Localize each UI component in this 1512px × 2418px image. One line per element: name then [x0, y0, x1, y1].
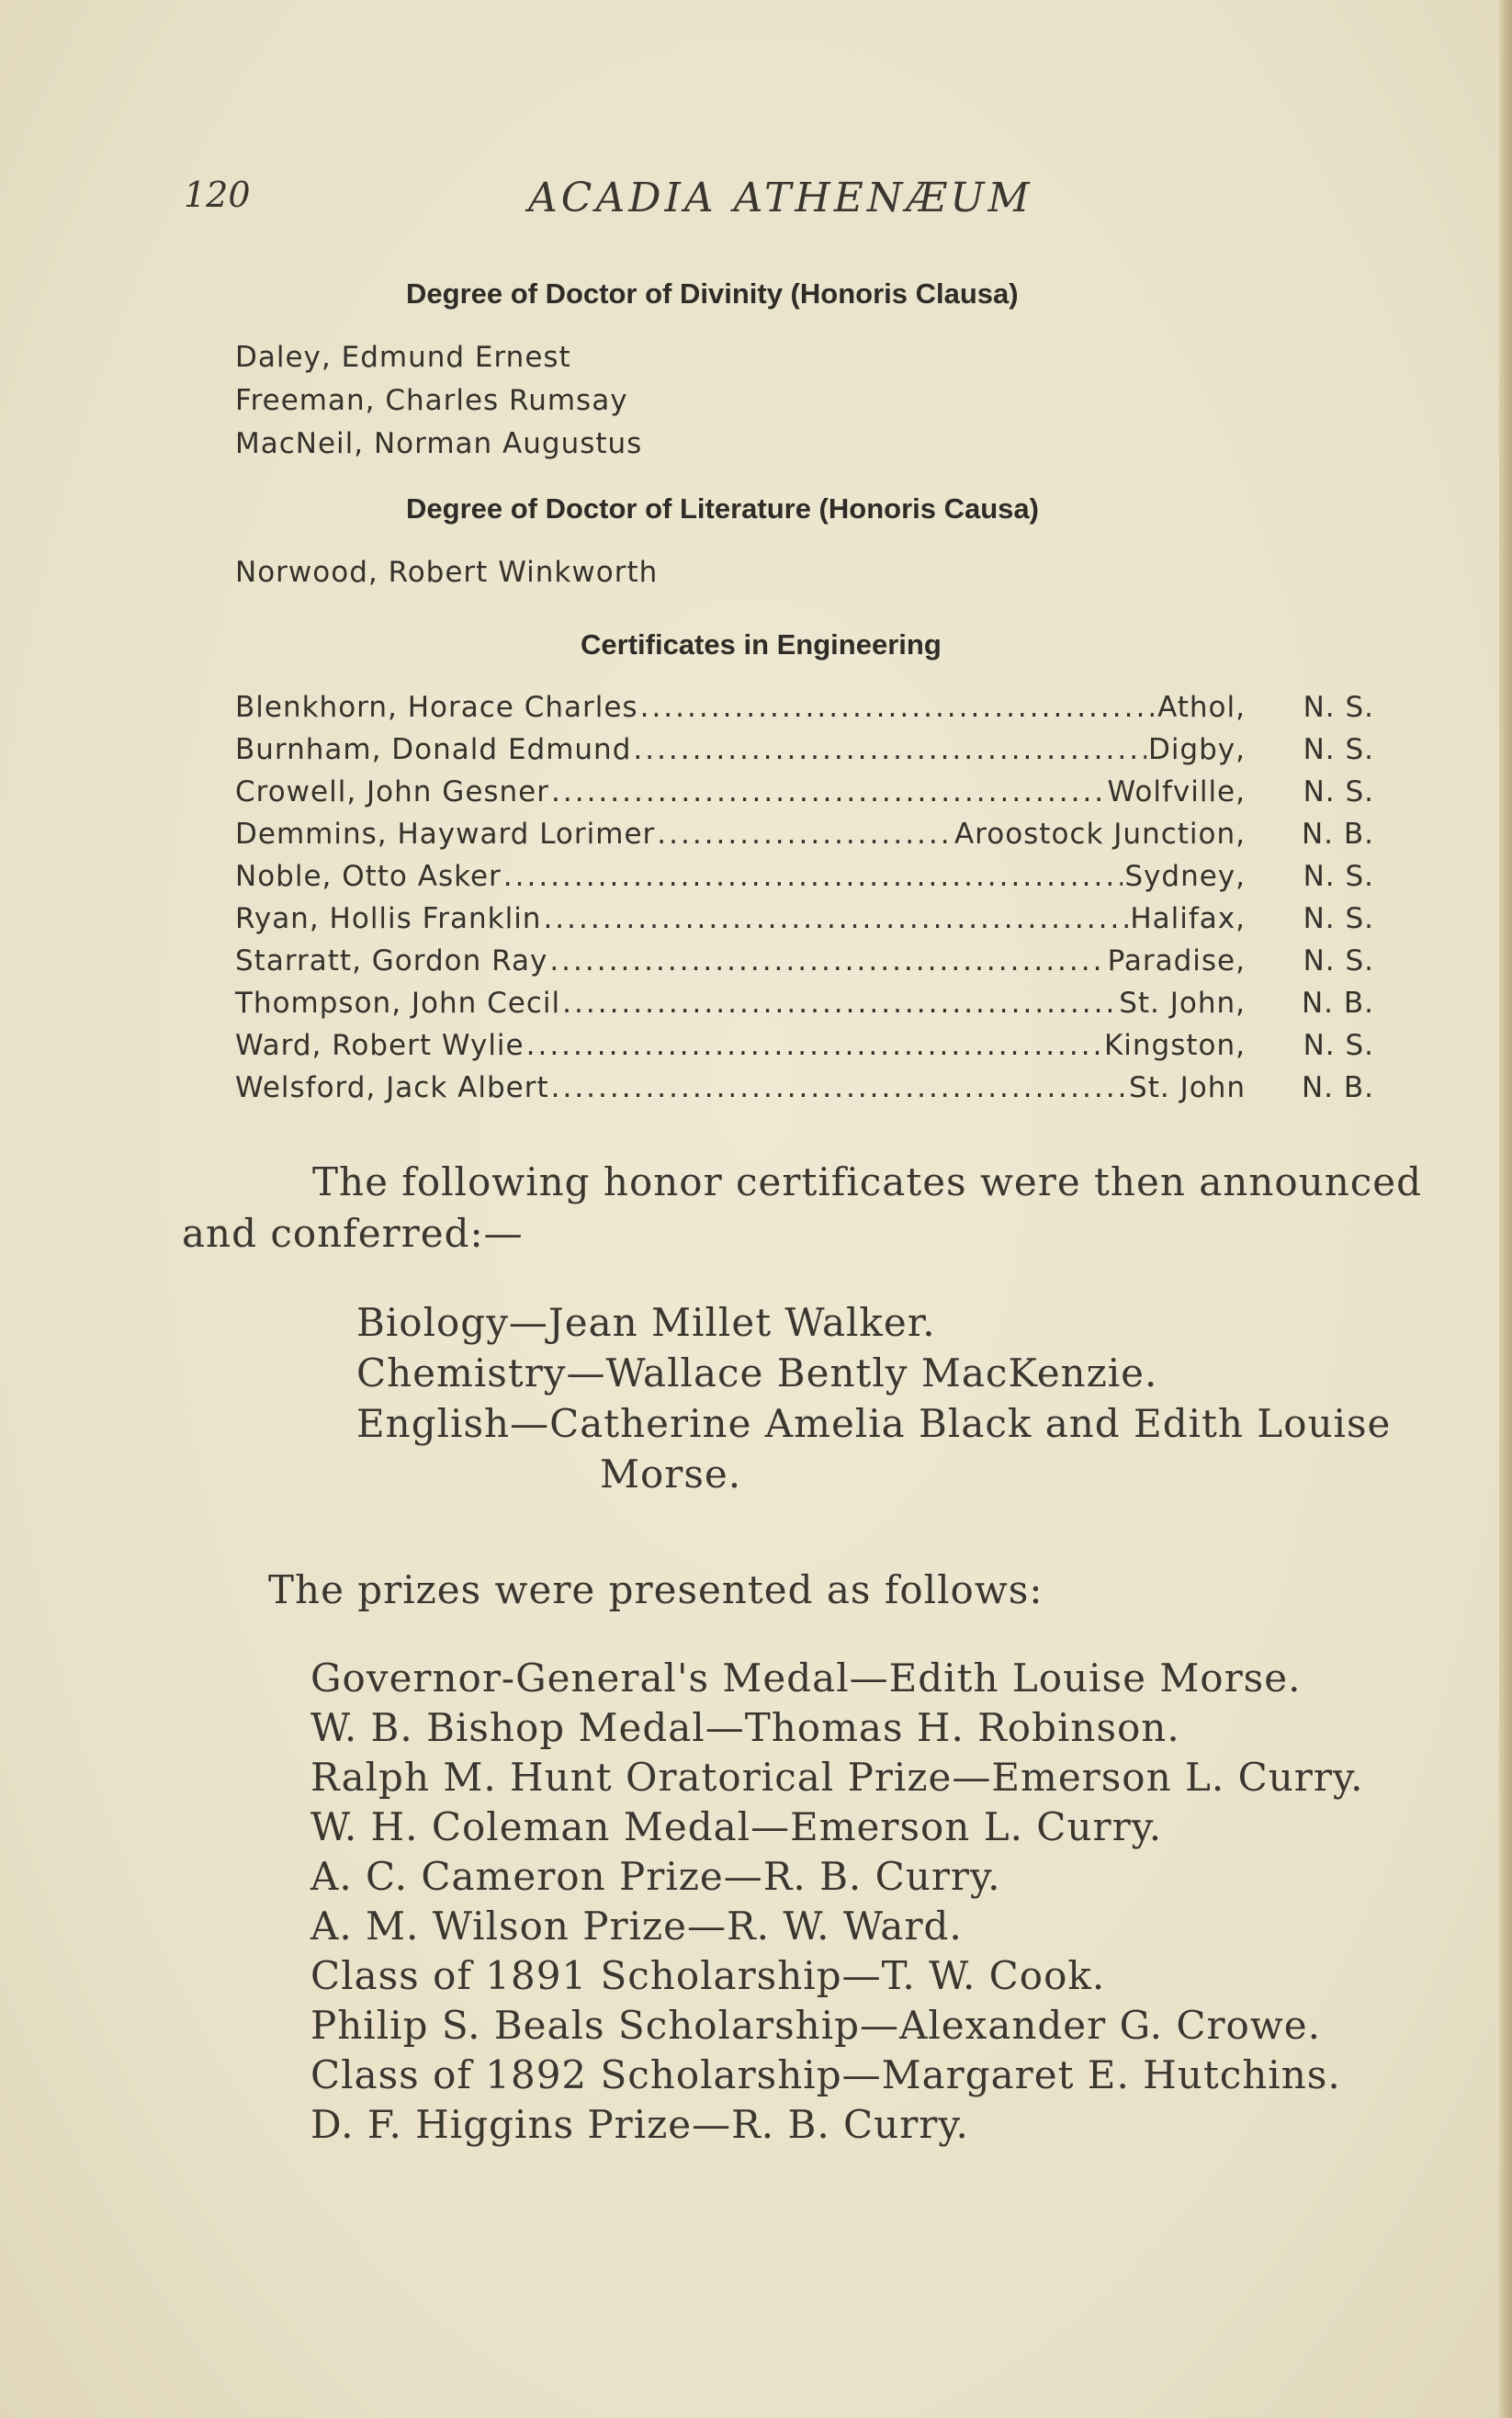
graduate-province: N. S. — [1303, 944, 1374, 977]
graduate-town: St. John, — [1119, 987, 1246, 1020]
graduate-town: Wolfville, — [1107, 775, 1246, 808]
list-item: Class of 1892 Scholarship—Margaret E. Hutchins. — [310, 2052, 1341, 2097]
list-item — [235, 691, 1374, 733]
name-line: Daley, Edmund Ernest — [235, 341, 571, 374]
graduate-name: Starratt, Gordon Ray — [235, 944, 548, 977]
leader-dots — [543, 902, 1128, 935]
name-line: Freeman, Charles Rumsay — [235, 384, 628, 417]
prizes-list — [310, 1654, 1363, 2150]
leader-dots — [549, 944, 1105, 977]
graduate-name: Welsford, Jack Albert — [235, 1071, 549, 1104]
graduate-province: N. B. — [1301, 987, 1374, 1020]
leader-dots — [503, 860, 1123, 893]
honors-intro-line2: and conferred:— — [182, 1211, 524, 1256]
list-item — [235, 987, 1374, 1029]
running-header — [175, 175, 1093, 230]
list-item — [235, 818, 1374, 860]
list-item-continuation: Morse. — [600, 1452, 742, 1497]
name-line: MacNeil, Norman Augustus — [235, 427, 643, 460]
graduate-name: Burnham, Donald Edmund — [235, 733, 632, 766]
list-item — [235, 775, 1374, 818]
graduate-province: N. S. — [1303, 733, 1374, 766]
divinity-heading: Degree of Doctor of Divinity (Honoris Clausa) — [406, 277, 1019, 310]
graduate-town: Athol, — [1157, 691, 1246, 724]
graduate-province: N. S. — [1303, 775, 1374, 808]
graduate-town: Aroostock Junction, — [953, 818, 1246, 851]
page-number: 120 — [184, 175, 251, 215]
running-title: ACADIA ATHENÆUM — [528, 175, 1033, 221]
engineering-list — [235, 691, 1374, 1113]
list-item: Chemistry—Wallace Bently MacKenzie. — [356, 1350, 1158, 1395]
leader-dots — [633, 733, 1146, 766]
leader-dots — [526, 1029, 1102, 1062]
list-item — [235, 944, 1374, 987]
graduate-name: Thompson, John Cecil — [235, 987, 561, 1020]
leader-dots — [551, 775, 1106, 808]
prizes-intro: The prizes were presented as follows: — [268, 1567, 1044, 1612]
graduate-province: N. S. — [1303, 1029, 1374, 1062]
graduate-province: N. B. — [1301, 818, 1374, 851]
list-item — [235, 733, 1374, 775]
list-item: English—Catherine Amelia Black and Edith Louise — [356, 1401, 1392, 1446]
list-item: W. B. Bishop Medal—Thomas H. Robinson. — [310, 1705, 1180, 1750]
name-line: Norwood, Robert Winkworth — [235, 556, 659, 589]
graduate-name: Demmins, Hayward Lorimer — [235, 818, 656, 851]
list-item: Governor-General's Medal—Edith Louise Morse. — [310, 1655, 1302, 1701]
page-edge — [1499, 0, 1512, 2418]
list-item: Class of 1891 Scholarship—T. W. Cook. — [310, 1953, 1106, 1998]
list-item: Biology—Jean Millet Walker. — [356, 1300, 936, 1345]
graduate-name: Blenkhorn, Horace Charles — [235, 691, 638, 724]
literature-names — [235, 551, 658, 594]
list-item: W. H. Coleman Medal—Emerson L. Curry. — [310, 1804, 1163, 1849]
list-item: D. F. Higgins Prize—R. B. Curry. — [310, 2102, 969, 2147]
list-item: A. M. Wilson Prize—R. W. Ward. — [310, 1904, 963, 1949]
divinity-names — [235, 336, 642, 466]
leader-dots — [657, 818, 953, 851]
honors-list — [356, 1297, 1391, 1499]
list-item: Philip S. Beals Scholarship—Alexander G. Crowe. — [310, 2003, 1321, 2048]
graduate-town: Sydney, — [1124, 860, 1246, 893]
literature-heading: Degree of Doctor of Literature (Honoris Causa) — [406, 492, 1039, 525]
graduate-town: Halifax, — [1130, 902, 1246, 935]
graduate-province: N. S. — [1303, 902, 1374, 935]
list-item — [235, 902, 1374, 944]
graduate-province: N. B. — [1301, 1071, 1374, 1104]
graduate-name: Noble, Otto Asker — [235, 860, 502, 893]
graduate-town: Paradise, — [1107, 944, 1246, 977]
leader-dots — [551, 1071, 1127, 1104]
honors-intro-line1: The following honor certificates were then announced — [312, 1159, 1423, 1204]
leader-dots — [640, 691, 1157, 724]
leader-dots — [562, 987, 1117, 1020]
graduate-province: N. S. — [1303, 860, 1374, 893]
list-item — [235, 1071, 1374, 1113]
list-item — [235, 860, 1374, 902]
graduate-town: Kingston, — [1103, 1029, 1246, 1062]
graduate-name: Ward, Robert Wylie — [235, 1029, 525, 1062]
list-item — [235, 1029, 1374, 1071]
graduate-town: St. John — [1129, 1071, 1246, 1104]
list-item: A. C. Cameron Prize—R. B. Curry. — [310, 1854, 1001, 1899]
list-item: Ralph M. Hunt Oratorical Prize—Emerson L. Curry. — [310, 1755, 1364, 1800]
engineering-heading: Certificates in Engineering — [581, 628, 942, 661]
graduate-name: Crowell, John Gesner — [235, 775, 550, 808]
graduate-town: Digby, — [1147, 733, 1246, 766]
graduate-name: Ryan, Hollis Franklin — [235, 902, 542, 935]
graduate-province: N. S. — [1303, 691, 1374, 724]
